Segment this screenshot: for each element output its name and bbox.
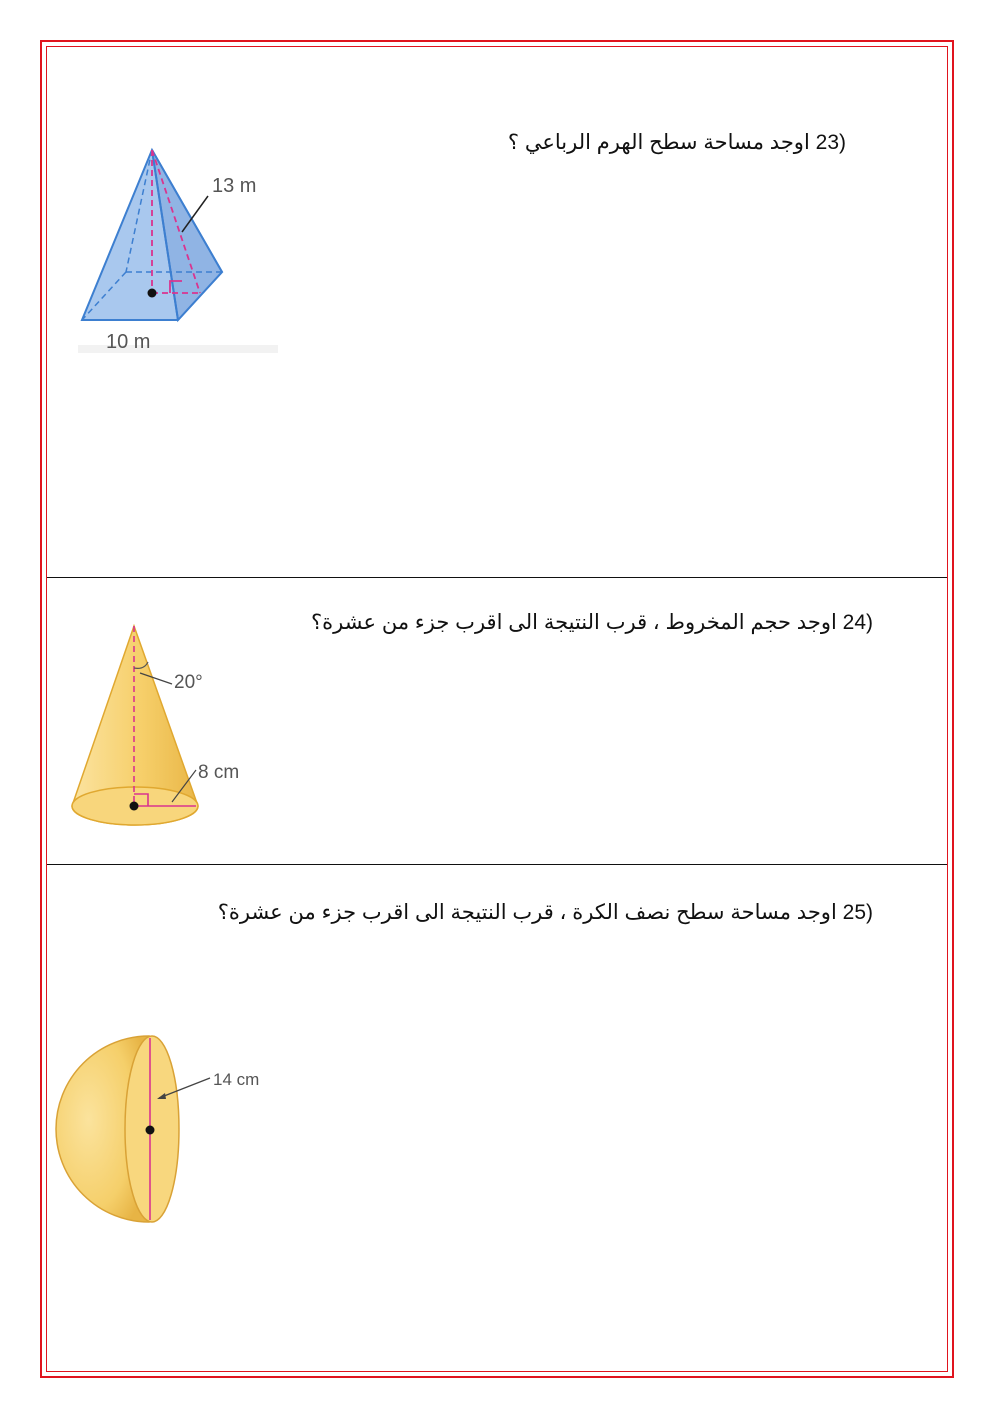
cone-angle-label: 20°: [174, 672, 203, 693]
pyramid-base-center-dot: [148, 289, 157, 298]
question-24-number: 24): [842, 611, 873, 634]
section-divider-2: [47, 864, 947, 865]
question-24: [311, 610, 873, 635]
question-25-text: اوجد مساحة سطح نصف الكرة ، قرب النتيجة الى اقرب جزء من عشرة؟: [217, 901, 837, 924]
cone-base-center-dot: [130, 802, 139, 811]
cone-figure: [60, 618, 260, 838]
pyramid-figure: [70, 140, 290, 360]
question-25: [218, 900, 873, 925]
question-23-number: 23): [815, 131, 846, 154]
question-25-number: 25): [842, 901, 873, 924]
hemisphere-diameter-label: 14 cm: [213, 1070, 260, 1089]
question-23-text: اوجد مساحة سطح الهرم الرباعي ؟: [507, 131, 810, 154]
hemisphere-center-dot: [146, 1126, 155, 1135]
hemisphere-figure: [55, 1030, 285, 1230]
question-24-text: اوجد حجم المخروط ، قرب النتيجة الى اقرب جزء من عشرة؟: [311, 611, 837, 634]
question-23: [508, 130, 846, 155]
pyramid-slant-label: 13 m: [212, 175, 257, 197]
pyramid-base-label: 10 m: [106, 331, 151, 353]
section-divider-1: [47, 577, 947, 578]
cone-radius-label: 8 cm: [198, 762, 240, 783]
